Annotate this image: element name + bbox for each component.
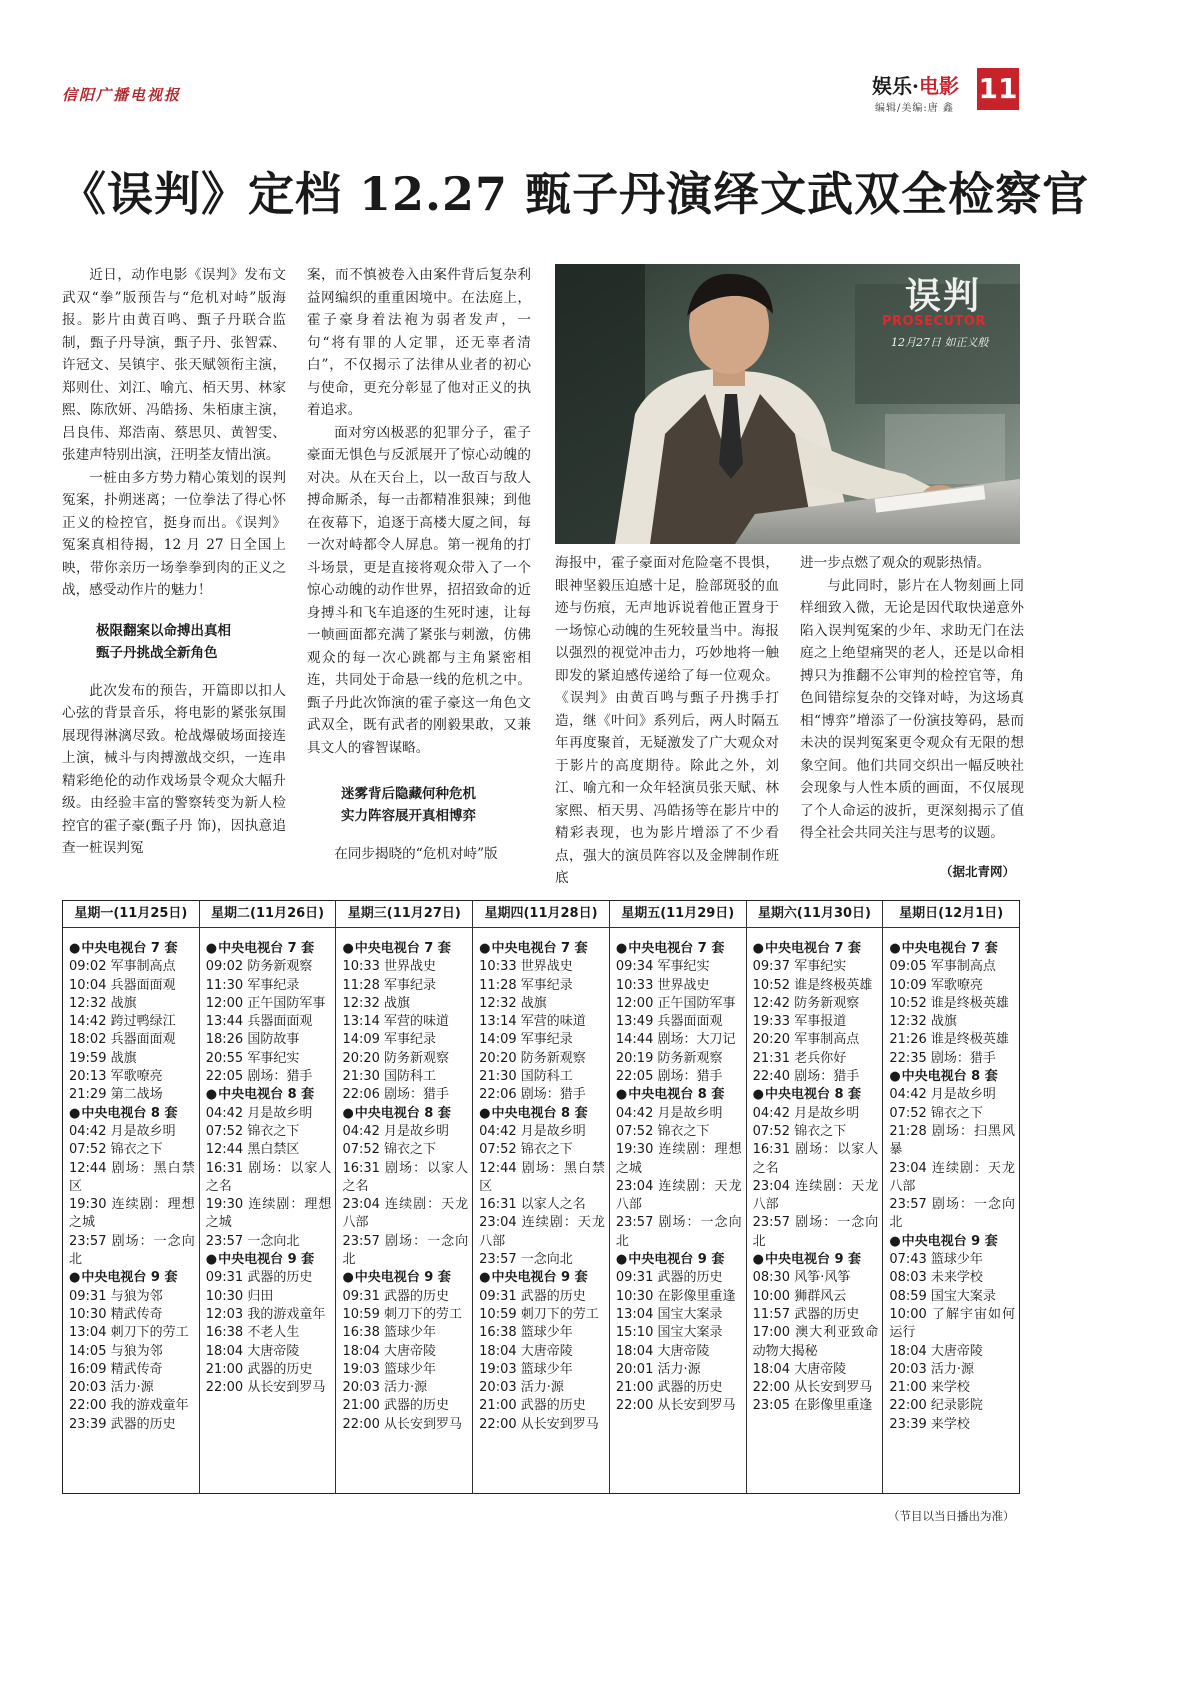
- program-entry: 12:03 我的游戏童年: [205, 1306, 326, 1322]
- program-entry: 16:38 不老人生: [205, 1325, 300, 1341]
- program-entry: 22:00 从长安到罗马: [342, 1416, 463, 1432]
- program-entry: 16:38 篮球少年: [342, 1325, 437, 1341]
- program-entry: 12:00 正午国防军事: [205, 995, 326, 1011]
- article-column-3: [555, 552, 779, 890]
- program-entry: 21:29 第二战场: [69, 1087, 163, 1103]
- schedule-day-body: [610, 928, 746, 1416]
- channel-name: 中央电视台 9 套: [764, 1252, 862, 1268]
- channel-heading: [69, 1105, 195, 1123]
- schedule-day-header: 星期日(12月1日): [883, 901, 1019, 928]
- program-entry: 07:52 锦衣之下: [615, 1123, 710, 1139]
- program-entry: 20:01 活力·源: [615, 1361, 701, 1377]
- editor-credit: 编辑/美编:唐 鑫: [875, 103, 954, 114]
- program-entry: 21:30 国防科工: [342, 1069, 437, 1085]
- channel-name: 中央电视台 8 套: [901, 1069, 998, 1085]
- program-entry: 23:04 连续剧：天龙八部: [752, 1178, 879, 1213]
- channel-name: 中央电视台 7 套: [218, 941, 315, 956]
- program-entry: 22:35 剧场：猎手: [889, 1050, 996, 1066]
- channel-heading: [616, 1086, 742, 1104]
- program-entry: 22:00 从长安到罗马: [205, 1380, 326, 1396]
- channel-name: 中央电视台 9 套: [628, 1252, 725, 1268]
- bullet-icon: ●: [479, 941, 491, 956]
- paragraph: 在同步揭晓的“危机对峙”版: [334, 846, 498, 862]
- program-entry: 19:03 篮球少年: [342, 1361, 437, 1377]
- program-entry: 20:03 活力·源: [479, 1380, 564, 1396]
- program-entry: 10:59 刺刀下的劳工: [342, 1306, 463, 1322]
- subheading: [307, 783, 531, 827]
- schedule-day-column: [63, 901, 200, 1493]
- channel-name: 中央电视台 7 套: [354, 941, 451, 956]
- program-entry: 11:28 军事纪录: [479, 977, 573, 993]
- program-entry: 11:57 武器的历史: [752, 1306, 860, 1322]
- program-entry: 23:57 剧场：一念向北: [889, 1197, 1016, 1231]
- program-entry: 16:31 剧场：以家人之名: [342, 1160, 469, 1194]
- schedule-day-header: 星期六(11月30日): [747, 901, 883, 928]
- subheading-line: 极限翻案以命搏出真相: [96, 622, 231, 639]
- channel-heading: [69, 940, 195, 958]
- program-entry: 09:02 军事制高点: [69, 959, 176, 975]
- bullet-icon: ●: [69, 941, 81, 956]
- program-entry: 20:20 军事制高点: [752, 1032, 860, 1048]
- schedule-day-body: [63, 928, 199, 1434]
- schedule-day-header: 星期五(11月29日): [610, 901, 746, 928]
- program-entry: 04:42 月是故乡明: [889, 1087, 996, 1103]
- program-entry: 18:26 国防故事: [205, 1032, 300, 1048]
- paragraph: 案，而不慎被卷入由案件背后复杂利益网编织的重重困境中。在法庭上，霍子豪身着法袍为弱者发声，一句“将有罪的人定罪，还无辜者清白”，不仅揭示了法律从业者的初心与使命，更充分彰显了他对正义的执着追求。: [307, 267, 531, 418]
- program-entry: 16:31 以家人之名: [479, 1197, 586, 1213]
- bullet-icon: ●: [205, 1252, 218, 1268]
- program-entry: 21:00 来学校: [889, 1380, 970, 1396]
- bullet-icon: ●: [69, 1105, 81, 1121]
- program-entry: 19:03 篮球少年: [479, 1361, 573, 1377]
- program-entry: 09:31 武器的历史: [205, 1270, 313, 1286]
- program-entry: 18:04 大唐帝陵: [205, 1343, 300, 1359]
- program-entry: 18:04 大唐帝陵: [479, 1343, 573, 1359]
- newspaper-name: 信阳广播电视报: [62, 86, 182, 104]
- schedule-day-body: [473, 928, 609, 1434]
- schedule-day-body: [747, 928, 883, 1416]
- program-entry: 23:57 剧场：一念向北: [342, 1233, 469, 1268]
- channel-name: 中央电视台 7 套: [628, 941, 725, 956]
- poster-title-english: PROSECUTOR: [882, 314, 986, 329]
- channel-name: 中央电视台 8 套: [218, 1087, 315, 1103]
- program-entry: 12:44 剧场：黑白禁区: [69, 1160, 195, 1194]
- program-entry: 13:49 兵器面面观: [615, 1014, 723, 1030]
- program-entry: 19:30 连续剧：理想之城: [69, 1197, 195, 1231]
- channel-heading: [206, 1086, 332, 1104]
- program-entry: 07:52 锦衣之下: [889, 1105, 983, 1121]
- program-entry: 16:31 剧场：以家人之名: [752, 1142, 879, 1176]
- bullet-icon: ●: [342, 1105, 354, 1121]
- program-entry: 18:02 兵器面面观: [69, 1032, 176, 1048]
- program-entry: 23:57 一念向北: [205, 1233, 300, 1249]
- program-entry: 21:26 谁是终极英雄: [889, 1032, 1009, 1048]
- paragraph: 面对穷凶极恶的犯罪分子，霍子豪面无惧色与反派展开了惊心动魄的对决。从在天台上，以一敌百与敌人搏命厮杀，每一击都精准狠辣；到他在夜幕下，追逐于高楼大厦之间，每一次对峙都令人屏息。第一视角的打斗场景，更是直接将观众带入了一个惊心动魄的动作世界，招招致命的近身搏斗和飞车追逐的生死时速，让每一帧画面都充满了紧张与刺激，仿佛观众的每一次心跳都与主角紧密相连，共同处于命悬一线的危机之中。甄子丹此次饰演的霍子豪这一角色文武双全，既有武者的刚毅果敢，又兼具文人的睿智谋略。: [307, 424, 531, 756]
- program-entry: 18:04 大唐帝陵: [615, 1343, 710, 1359]
- program-entry: 11:28 军事纪录: [342, 977, 437, 993]
- schedule-day-body: [200, 928, 336, 1397]
- program-entry: 23:39 来学校: [889, 1416, 970, 1432]
- program-entry: 20:13 军歌嘹亮: [69, 1069, 163, 1085]
- program-entry: 04:42 月是故乡明: [205, 1105, 313, 1121]
- bullet-icon: ●: [752, 1252, 764, 1268]
- channel-heading: [479, 1105, 605, 1123]
- schedule-day-header: 星期四(11月28日): [473, 901, 609, 928]
- program-entry: 20:03 活力·源: [342, 1380, 428, 1396]
- program-entry: 16:31 剧场：以家人之名: [205, 1160, 332, 1194]
- program-entry: 22:00 我的游戏童年: [69, 1398, 189, 1414]
- channel-heading: [889, 1233, 1015, 1251]
- program-entry: 07:52 锦衣之下: [752, 1123, 847, 1139]
- channel-heading: [69, 1269, 195, 1287]
- section-title: [872, 70, 959, 99]
- program-entry: 14:09 军事纪录: [342, 1032, 437, 1048]
- program-entry: 21:00 武器的历史: [205, 1361, 313, 1377]
- program-entry: 23:05 在影像里重逢: [752, 1398, 873, 1414]
- program-entry: 04:42 月是故乡明: [342, 1123, 450, 1139]
- program-entry: 22:00 从长安到罗马: [479, 1416, 599, 1432]
- program-entry: 19:30 连续剧：理想之城: [615, 1142, 742, 1176]
- program-entry: 22:06 剧场：猎手: [342, 1087, 450, 1103]
- article-column-1: [62, 264, 286, 860]
- bullet-icon: ●: [889, 1069, 901, 1085]
- program-entry: 23:39 武器的历史: [69, 1416, 176, 1432]
- channel-heading: [206, 1251, 332, 1269]
- channel-name: 中央电视台 7 套: [491, 941, 588, 956]
- channel-name: 中央电视台 9 套: [218, 1252, 315, 1268]
- program-entry: 23:57 剧场：一念向北: [69, 1233, 195, 1268]
- paragraph: 一桩由多方势力精心策划的误判冤案，扑朔迷离；一位拳法了得心怀正义的检控官，挺身而出。《误判》冤案真相待揭，12 月 27 日全国上映，带你亲历一场拳拳到肉的正义之战，感受动作片的魅力！: [62, 469, 286, 598]
- channel-name: 中央电视台 8 套: [81, 1105, 178, 1121]
- schedule-day-column: [610, 901, 747, 1493]
- bullet-icon: ●: [889, 941, 901, 956]
- channel-name: 中央电视台 8 套: [628, 1087, 725, 1103]
- program-entry: 13:04 刺刀下的劳工: [69, 1325, 189, 1341]
- bullet-icon: ●: [205, 1087, 218, 1103]
- bullet-icon: ●: [889, 1233, 901, 1249]
- paragraph: 海报中，霍子豪面对危险毫不畏惧，眼神坚毅压迫感十足，脸部斑驳的血迹与伤痕，无声地诉说着他正置身于一场惊心动魄的生死较量当中。海报以强烈的视觉冲击力，巧妙地将一触即发的紧迫感传递给了每一位观众。《误判》由黄百鸣与甄子丹携手打造，继《叶问》系列后，两人时隔五年再度聚首，无疑激发了广大观众对于影片的高度期待。除此之外，刘江、喻亢和一众年轻演员张天赋、林家熙、栢天男、冯皓扬等在影片中的精彩表现，也为影片增添了不少看点，强大的演员阵容以及金牌制作班底: [555, 555, 779, 886]
- program-entry: 08:03 未来学校: [889, 1270, 983, 1286]
- program-entry: 09:31 武器的历史: [479, 1288, 586, 1304]
- channel-heading: [889, 940, 1015, 958]
- schedule-day-header: 星期二(11月26日): [200, 901, 336, 928]
- channel-heading: [479, 1269, 605, 1287]
- program-entry: 14:05 与狼为邻: [69, 1343, 163, 1359]
- section-main: 娱乐·: [872, 74, 919, 98]
- program-entry: 07:52 锦衣之下: [342, 1142, 437, 1158]
- channel-heading: [616, 1251, 742, 1269]
- program-entry: 20:03 活力·源: [69, 1380, 154, 1396]
- program-entry: 19:59 战旗: [69, 1050, 137, 1066]
- program-entry: 07:52 锦衣之下: [69, 1142, 163, 1158]
- program-entry: 23:57 一念向北: [479, 1252, 573, 1268]
- program-entry: 17:00 澳大利亚致命动物大揭秘: [752, 1325, 879, 1359]
- program-entry: 13:14 军营的味道: [479, 1014, 586, 1030]
- subheading-line: 实力阵容展开真相博弈: [341, 808, 476, 824]
- article-source: （据北青网）: [940, 864, 1016, 879]
- channel-name: 中央电视台 7 套: [81, 941, 178, 956]
- program-entry: 04:42 月是故乡明: [69, 1123, 176, 1139]
- schedule-day-column: [200, 901, 337, 1493]
- program-entry: 10:09 军歌嘹亮: [889, 977, 983, 993]
- program-entry: 04:42 月是故乡明: [752, 1105, 860, 1121]
- program-entry: 16:38 篮球少年: [479, 1325, 573, 1341]
- program-entry: 22:00 从长安到罗马: [752, 1380, 873, 1396]
- subheading: [62, 620, 286, 664]
- channel-name: 中央电视台 8 套: [491, 1105, 588, 1121]
- channel-name: 中央电视台 8 套: [764, 1087, 862, 1103]
- channel-heading: [206, 940, 332, 958]
- program-entry: 19:30 连续剧：理想之城: [205, 1197, 332, 1231]
- program-entry: 10:52 谁是终极英雄: [889, 995, 1009, 1011]
- program-entry: 10:59 刺刀下的劳工: [479, 1306, 599, 1322]
- program-entry: 20:20 防务新观察: [342, 1050, 450, 1066]
- program-entry: 10:52 谁是终极英雄: [752, 977, 873, 993]
- poster-date: 12月27日 如正义般: [891, 336, 989, 349]
- program-entry: 23:57 剧场：一念向北: [752, 1215, 879, 1249]
- schedule-day-column: [336, 901, 473, 1493]
- paragraph: 与此同时，影片在人物刻画上同样细致入微，无论是因代取快递意外陷入误判冤案的少年、求助无门在法庭之上绝望痛哭的老人，还是以命相搏只为推翻不公审判的检控官等，角色间错综复杂的交锋对峙，为这场真相“博弈”增添了一份演技筹码，悬而未决的误判冤案更令观众有无限的想象空间。他们共同交织出一幅反映社会现象与人性本质的画面，不仅展现了个人命运的波折，更深刻揭示了值得全社会共同关注与思考的议题。: [800, 577, 1024, 841]
- channel-heading: [753, 1086, 879, 1104]
- program-entry: 20:19 防务新观察: [615, 1050, 723, 1066]
- channel-name: 中央电视台 9 套: [81, 1270, 178, 1286]
- program-entry: 12:32 战旗: [889, 1014, 957, 1030]
- program-entry: 21:00 武器的历史: [479, 1398, 586, 1414]
- program-entry: 10:04 兵器面面观: [69, 977, 176, 993]
- paragraph: 进一步点燃了观众的观影热情。: [800, 555, 991, 571]
- program-entry: 08:59 国宝大案录: [889, 1288, 996, 1304]
- bullet-icon: ●: [752, 1087, 764, 1103]
- poster-title: 误判: [905, 276, 982, 317]
- subheading-line: 迷雾背后隐藏何种危机: [341, 786, 476, 802]
- program-entry: 09:31 武器的历史: [342, 1288, 450, 1304]
- program-entry: 10:30 精武传奇: [69, 1306, 163, 1322]
- program-entry: 13:04 国宝大案录: [615, 1306, 723, 1322]
- program-entry: 13:14 军营的味道: [342, 1014, 450, 1030]
- program-entry: 16:09 精武传奇: [69, 1361, 163, 1377]
- program-entry: 23:04 连续剧：天龙八部: [615, 1178, 742, 1213]
- schedule-day-header: 星期一(11月25日): [63, 901, 199, 928]
- program-entry: 10:33 世界战史: [615, 977, 710, 993]
- program-entry: 18:04 大唐帝陵: [752, 1361, 847, 1377]
- program-entry: 12:00 正午国防军事: [615, 995, 736, 1011]
- program-entry: 22:00 纪录影院: [889, 1398, 983, 1414]
- channel-name: 中央电视台 8 套: [354, 1105, 451, 1121]
- program-entry: 23:57 剧场：一念向北: [615, 1215, 742, 1249]
- program-entry: 14:42 跨过鸭绿江: [69, 1014, 176, 1030]
- channel-heading: [753, 1251, 879, 1269]
- program-entry: 22:06 剧场：猎手: [479, 1087, 586, 1103]
- channel-name: 中央电视台 9 套: [491, 1270, 588, 1286]
- program-entry: 10:30 在影像里重逢: [615, 1288, 736, 1304]
- channel-name: 中央电视台 7 套: [764, 941, 862, 956]
- program-entry: 21:00 武器的历史: [615, 1380, 723, 1396]
- program-entry: 09:05 军事制高点: [889, 959, 996, 975]
- channel-heading: [753, 940, 879, 958]
- channel-heading: [616, 940, 742, 958]
- program-entry: 09:37 军事纪实: [752, 959, 847, 975]
- program-entry: 10:33 世界战史: [479, 959, 573, 975]
- bullet-icon: ●: [342, 1270, 354, 1286]
- channel-heading: [342, 940, 468, 958]
- section-sub: 电影: [918, 74, 959, 98]
- program-entry: 18:04 大唐帝陵: [342, 1343, 437, 1359]
- paragraph: 此次发布的预告，开篇即以扣人心弦的背景音乐，将电影的紧张氛围展现得淋漓尽致。枪战爆破场面接连上演，械斗与肉搏激战交织，一连串精彩绝伦的动作戏场景令观众大幅升级。由经验丰富的警察转变为新人检控官的霍子豪(甄子丹 饰)，因执意追查一桩误判冤: [62, 682, 286, 856]
- schedule-day-column: [747, 901, 884, 1493]
- bullet-icon: ●: [752, 941, 764, 956]
- program-entry: 09:31 与狼为邻: [69, 1288, 163, 1304]
- bullet-icon: ●: [342, 941, 354, 956]
- program-entry: 10:00 了解宇宙如何运行: [889, 1306, 1016, 1341]
- program-entry: 21:28 剧场：扫黑风暴: [889, 1123, 1016, 1158]
- channel-heading: [342, 1105, 468, 1123]
- program-entry: 10:00 狮群风云: [752, 1288, 847, 1304]
- tv-schedule-table: [62, 900, 1020, 1494]
- headline: 《误判》定档 12.27 甄子丹演绎文武双全检察官: [60, 167, 1090, 221]
- schedule-note: （节目以当日播出为准）: [888, 1509, 1015, 1523]
- program-entry: 18:04 大唐帝陵: [889, 1343, 983, 1359]
- program-entry: 11:30 军事纪录: [205, 977, 300, 993]
- page-number: 11: [977, 68, 1019, 110]
- channel-name: 中央电视台 9 套: [354, 1270, 451, 1286]
- article-column-4: [800, 552, 1024, 845]
- program-entry: 04:42 月是故乡明: [479, 1123, 586, 1139]
- program-entry: 20:55 军事纪实: [205, 1050, 300, 1066]
- channel-name: 中央电视台 7 套: [901, 941, 998, 956]
- program-entry: 23:04 连续剧：天龙八部: [342, 1197, 469, 1231]
- program-entry: 08:30 风筝·风筝: [752, 1270, 851, 1286]
- bullet-icon: ●: [615, 1087, 628, 1103]
- schedule-day-body: [336, 928, 472, 1434]
- schedule-day-column: [883, 901, 1019, 1493]
- program-entry: 20:03 活力·源: [889, 1361, 975, 1377]
- program-entry: 21:00 武器的历史: [342, 1398, 450, 1414]
- program-entry: 21:31 老兵你好: [752, 1050, 847, 1066]
- program-entry: 14:44 剧场：大刀记: [615, 1032, 736, 1048]
- program-entry: 12:44 黑白禁区: [205, 1142, 300, 1158]
- program-entry: 12:42 防务新观察: [752, 995, 860, 1011]
- schedule-day-column: [473, 901, 610, 1493]
- channel-heading: [479, 940, 605, 958]
- subheading-line: 甄子丹挑战全新角色: [96, 644, 218, 661]
- bullet-icon: ●: [69, 1270, 81, 1286]
- paragraph: 近日，动作电影《误判》发布文武双“拳”版预告与“危机对峙”版海报。影片由黄百鸣、甄子丹联合监制，甄子丹导演，甄子丹、张智霖、许冠文、吴镇宇、张天赋领衔主演，郑则仕、刘江、喻亢、栢天男、林家熙、陈欣妍、冯皓扬、朱栢康主演，吕良伟、郑浩南、蔡思贝、黄智雯、张建声特别出演，汪明荃友情出演。: [62, 267, 286, 463]
- program-entry: 07:52 锦衣之下: [205, 1123, 300, 1139]
- program-entry: 07:52 锦衣之下: [479, 1142, 573, 1158]
- program-entry: 04:42 月是故乡明: [615, 1105, 723, 1121]
- channel-heading: [342, 1269, 468, 1287]
- program-entry: 14:09 军事纪录: [479, 1032, 573, 1048]
- program-entry: 15:10 国宝大案录: [615, 1325, 723, 1341]
- program-entry: 09:34 军事纪实: [615, 959, 710, 975]
- program-entry: 19:33 军事报道: [752, 1014, 847, 1030]
- bullet-icon: ●: [479, 1270, 491, 1286]
- program-entry: 09:31 武器的历史: [615, 1270, 723, 1286]
- program-entry: 23:04 连续剧：天龙八部: [479, 1215, 605, 1249]
- schedule-day-body: [883, 928, 1019, 1434]
- bullet-icon: ●: [615, 1252, 628, 1268]
- bullet-icon: ●: [205, 941, 218, 956]
- channel-heading: [889, 1068, 1015, 1086]
- channel-name: 中央电视台 9 套: [901, 1233, 998, 1249]
- program-entry: 22:40 剧场：猎手: [752, 1069, 860, 1085]
- program-entry: 07:43 篮球少年: [889, 1252, 983, 1268]
- program-entry: 12:44 剧场：黑白禁区: [479, 1160, 605, 1194]
- article-column-2: [307, 264, 531, 866]
- schedule-day-header: 星期三(11月27日): [336, 901, 472, 928]
- bullet-icon: ●: [479, 1105, 491, 1121]
- program-entry: 12:32 战旗: [342, 995, 411, 1011]
- program-entry: 12:32 战旗: [69, 995, 137, 1011]
- bullet-icon: ●: [615, 941, 628, 956]
- program-entry: 10:33 世界战史: [342, 959, 437, 975]
- program-entry: 23:04 连续剧：天龙八部: [889, 1160, 1016, 1194]
- program-entry: 09:02 防务新观察: [205, 959, 313, 975]
- program-entry: 22:05 剧场：猎手: [205, 1069, 313, 1085]
- program-entry: 22:05 剧场：猎手: [615, 1069, 723, 1085]
- program-entry: 20:20 防务新观察: [479, 1050, 586, 1066]
- program-entry: 13:44 兵器面面观: [205, 1014, 313, 1030]
- program-entry: 10:30 归田: [205, 1288, 274, 1304]
- program-entry: 21:30 国防科工: [479, 1069, 573, 1085]
- program-entry: 22:00 从长安到罗马: [615, 1398, 736, 1414]
- program-entry: 12:32 战旗: [479, 995, 547, 1011]
